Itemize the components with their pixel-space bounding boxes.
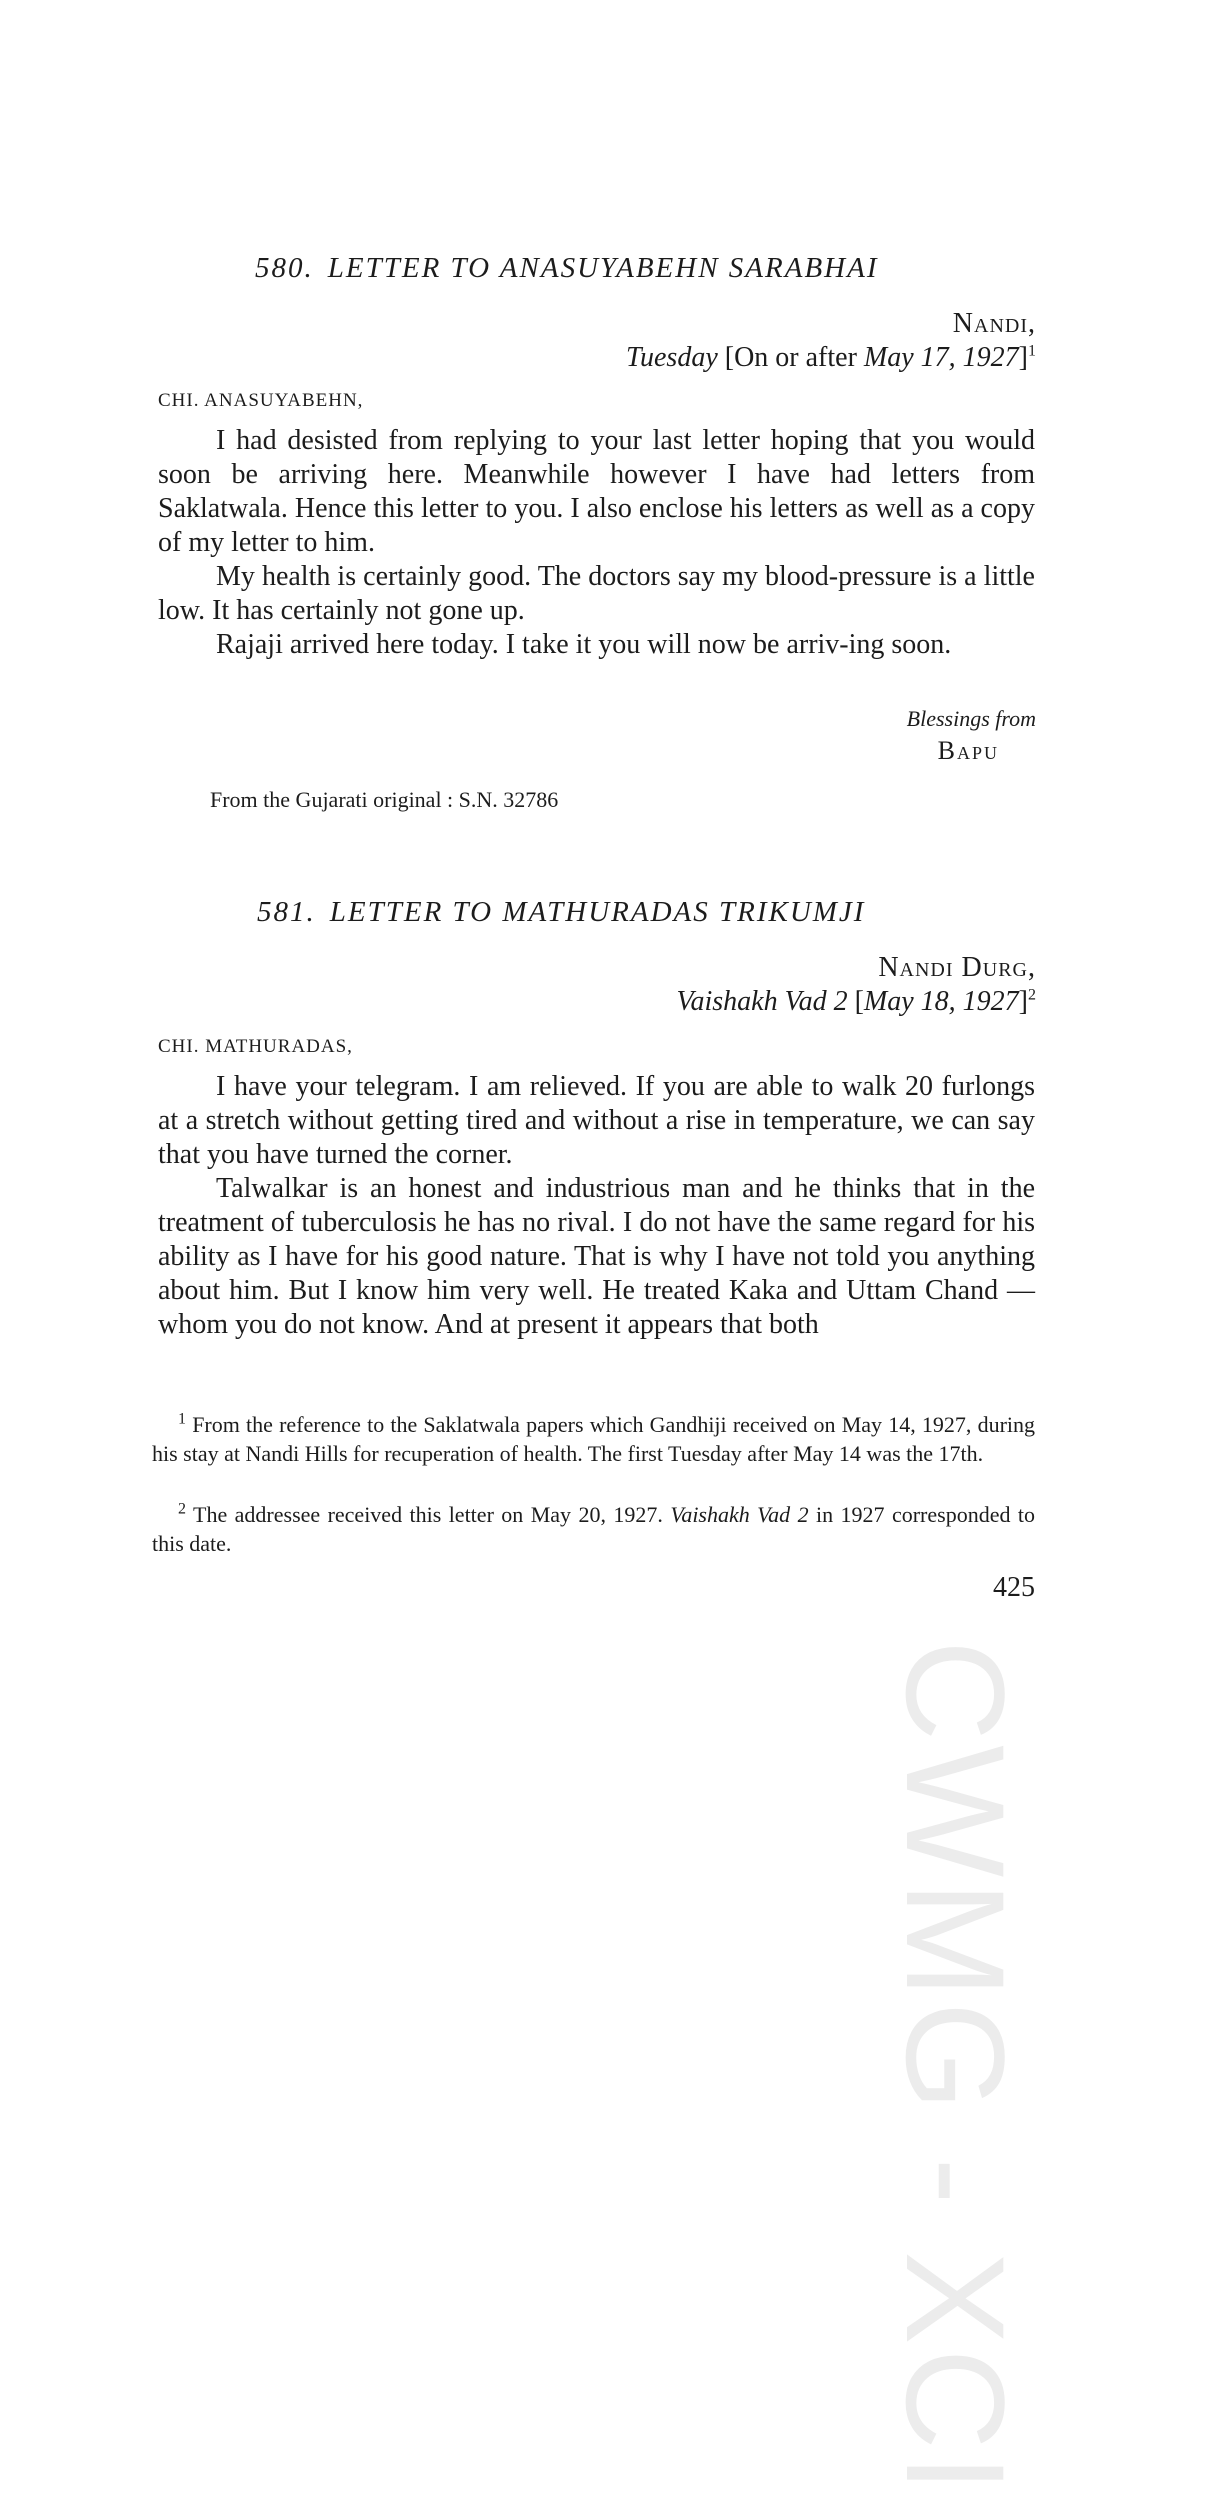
letter-581-salutation: CHI. MATHURADAS, [158,1036,353,1057]
date-day: Vaishakh Vad 2 [676,986,848,1017]
letter-580-paragraph-2: My health is certainly good. The doctors say my blood-pressure is a little low. It has certainly not gone up. [158,561,1035,626]
letter-581-paragraph-2: Talwalkar is an honest and industrious man and he thinks that in the treatment of tuberculosis he has no rival. I do not have the same regard for his ability as I have for his good nature. That is why I have not told you anything about him. But I know him very well. He treated Kaka and Uttam Chand — whom you do not know. And at present it appears that both [158,1173,1035,1340]
letter-580-salutation: CHI. ANASUYABEHN, [158,390,364,411]
letter-number: 581. [257,896,316,928]
letter-580-paragraph-1: I had desisted from replying to your last letter hoping that you would soon be arriving here. Meanwhile however I have had letters from Saklatwala. Hence this letter to you. I also enclose his letters as well as a copy of my letter to him. [158,425,1035,558]
letter-580-heading [255,252,892,285]
letter-581-paragraph-1: I have your telegram. I am relieved. If you are able to walk 20 furlongs at a stretch without getting tired and without a rise in temperature, we can say that you have turned the corner. [158,1071,1035,1170]
footnote-italic: Vaishakh Vad 2 [670,1502,809,1527]
date-qualifier: [On or after [724,342,857,373]
footnote-ref: 2 [1028,986,1036,1004]
footnote-marker: 2 [178,1500,186,1518]
footnote-text: From the reference to the Saklatwala papers which Gandhiji received on May 14, 1927, during his stay at Nandi Hills for recuperation of health. The first Tuesday after May 14 was the 17th. [152,1412,1036,1466]
letter-580-source: From the Gujarati original : S.N. 32786 [210,787,559,812]
footnote-1 [152,1410,1035,1468]
footnote-ref: 1 [1028,342,1036,360]
date-open: [ [854,986,864,1017]
letter-580-signature: Bapu [937,736,999,765]
letter-580-paragraph-3: Rajaji arrived here today. I take it you will now be arriv-ing soon. [216,629,952,660]
letter-580-dateline [626,342,1036,374]
letter-581-place: Nandi Durg, [878,952,1036,983]
letter-number: 580. [255,252,314,284]
footnote-marker: 1 [178,1410,186,1428]
date-close: ] [1018,342,1028,373]
date-date: May 18, 1927 [863,986,1019,1017]
letter-title: LETTER TO ANASUYABEHN SARABHAI [327,252,879,284]
date-day: Tuesday [625,342,718,373]
date-close: ] [1018,986,1028,1017]
letter-581-dateline [676,986,1036,1018]
page-number: 425 [993,1572,1035,1603]
letter-title: LETTER TO MATHURADAS TRIKUMJI [329,896,866,928]
letter-581-heading [257,896,879,929]
watermark-text: CWMG - XCI [877,1640,1034,2497]
date-date: May 17, 1927 [863,342,1019,373]
letter-580-place: Nandi, [952,308,1036,339]
footnote-text-after: in 1927 corresponded to this date. [152,1502,1036,1556]
watermark [877,1640,1034,2497]
letter-580-closing: Blessings from [906,706,1036,731]
footnote-2 [152,1500,1035,1558]
footnote-text: The addressee received this letter on May 20, 1927. [193,1502,663,1527]
